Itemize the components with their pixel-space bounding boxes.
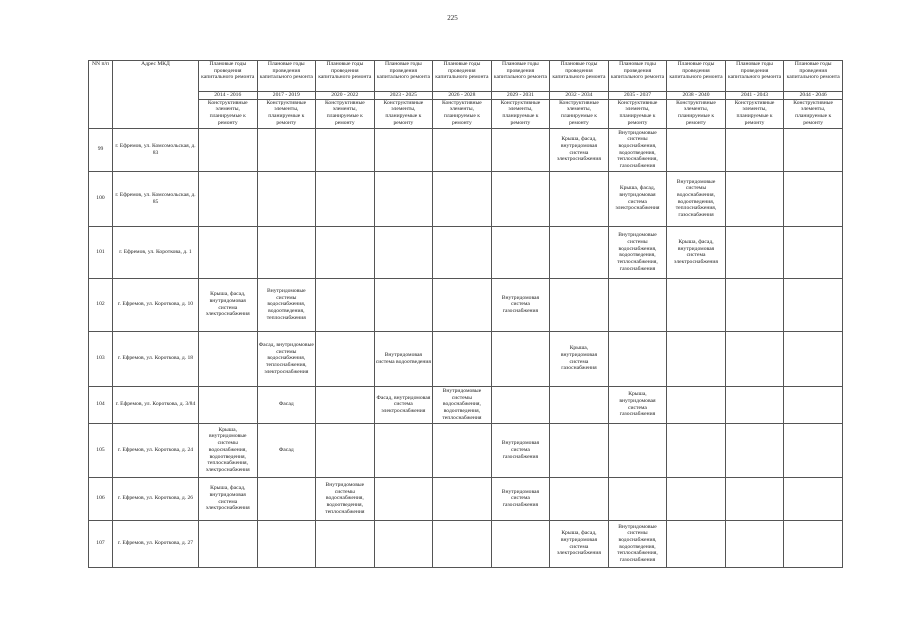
table-row — [89, 386, 843, 423]
page-number: 225 — [447, 14, 458, 22]
row-elements-cell — [667, 423, 726, 477]
row-elements-cell — [199, 520, 258, 567]
row-elements-cell — [725, 386, 784, 423]
row-elements-cell — [667, 386, 726, 423]
row-elements-cell: Фасад, внутридомовая система электроснабжения — [374, 386, 433, 423]
header-plan-label: Плановые годы проведения капитального ремонта — [257, 61, 316, 92]
row-number: 104 — [89, 386, 113, 423]
row-elements-cell — [257, 226, 316, 278]
header-period: 2017 - 2019 — [257, 92, 316, 100]
row-elements-cell: Внутридомовые системы водоснабжения, водоотведения, теплоснабжения, газоснабжения — [608, 128, 667, 171]
header-address: Адрес МКД — [113, 61, 199, 129]
row-elements-cell — [550, 278, 609, 331]
header-elements-label: Конструктивные элементы, планируемые к ремонту — [433, 99, 492, 128]
row-elements-cell — [257, 171, 316, 226]
row-elements-cell — [550, 386, 609, 423]
header-elements-label: Конструктивные элементы, планируемые к ремонту — [667, 99, 726, 128]
table-row — [89, 171, 843, 226]
row-elements-cell — [316, 423, 375, 477]
row-address: г. Ефремов, ул. Короткова, д. 3/84 — [113, 386, 199, 423]
row-elements-cell — [725, 520, 784, 567]
row-elements-cell — [784, 520, 843, 567]
row-elements-cell: Крыша, внутридомовые системы водоснабжения, водоотведения, теплоснабжения, электроснабжения — [199, 423, 258, 477]
row-elements-cell: Крыша, фасад, внутридомовая система электроснабжения — [608, 171, 667, 226]
row-elements-cell — [374, 423, 433, 477]
row-elements-cell — [374, 278, 433, 331]
row-elements-cell — [374, 477, 433, 520]
row-elements-cell — [433, 520, 492, 567]
row-elements-cell — [257, 128, 316, 171]
row-elements-cell — [784, 278, 843, 331]
row-number: 100 — [89, 171, 113, 226]
row-elements-cell: Крыша, фасад, внутридомовая система электроснабжения — [550, 128, 609, 171]
row-elements-cell: Внутридомовые системы водоснабжения, водоотведения, теплоснабжения, газоснабжения — [608, 226, 667, 278]
row-elements-cell — [608, 477, 667, 520]
row-elements-cell: Крыша, внутридомовая система газоснабжения — [550, 331, 609, 386]
header-period: 2044 - 2046 — [784, 92, 843, 100]
row-elements-cell — [374, 171, 433, 226]
row-elements-cell — [725, 477, 784, 520]
row-elements-cell — [667, 128, 726, 171]
header-plan-label: Плановые годы проведения капитального ремонта — [725, 61, 784, 92]
header-plan-label: Плановые годы проведения капитального ремонта — [550, 61, 609, 92]
table-row — [89, 423, 843, 477]
row-elements-cell — [550, 477, 609, 520]
header-elements-label: Конструктивные элементы, планируемые к ремонту — [784, 99, 843, 128]
row-address: г. Ефремов, ул. Короткова, д. 18 — [113, 331, 199, 386]
row-elements-cell — [199, 331, 258, 386]
header-row-elements — [89, 99, 843, 128]
table-row — [89, 278, 843, 331]
header-period: 2041 - 2043 — [725, 92, 784, 100]
row-elements-cell — [725, 128, 784, 171]
header-elements-label: Конструктивные элементы, планируемые к ремонту — [374, 99, 433, 128]
row-elements-cell — [784, 226, 843, 278]
row-elements-cell — [725, 171, 784, 226]
row-elements-cell — [433, 477, 492, 520]
row-elements-cell — [374, 520, 433, 567]
row-elements-cell — [667, 477, 726, 520]
row-elements-cell — [257, 520, 316, 567]
row-elements-cell — [433, 423, 492, 477]
row-elements-cell — [374, 128, 433, 171]
header-period: 2032 - 2034 — [550, 92, 609, 100]
header-elements-label: Конструктивные элементы, планируемые к ремонту — [316, 99, 375, 128]
row-elements-cell: Внутридомовая система водоотведения — [374, 331, 433, 386]
table-row — [89, 477, 843, 520]
row-number: 106 — [89, 477, 113, 520]
row-address: г. Ефремов, ул. Комсомольская, д. 85 — [113, 171, 199, 226]
row-elements-cell — [784, 128, 843, 171]
row-elements-cell — [725, 226, 784, 278]
row-elements-cell: Крыша, внутридомовая система газоснабжения — [608, 386, 667, 423]
header-elements-label: Конструктивные элементы, планируемые к ремонту — [199, 99, 258, 128]
row-elements-cell — [433, 171, 492, 226]
row-elements-cell: Внутридомовые системы водоснабжения, водоотведения, теплоснабжения — [316, 477, 375, 520]
header-elements-label: Конструктивные элементы, планируемые к ремонту — [725, 99, 784, 128]
row-elements-cell — [199, 171, 258, 226]
row-elements-cell — [491, 331, 550, 386]
row-elements-cell — [433, 128, 492, 171]
row-elements-cell: Внутридомовые системы водоснабжения, водоотведения, теплоснабжения — [257, 278, 316, 331]
table-row — [89, 226, 843, 278]
row-elements-cell — [433, 278, 492, 331]
row-elements-cell — [316, 128, 375, 171]
row-number: 103 — [89, 331, 113, 386]
row-elements-cell — [784, 171, 843, 226]
header-period: 2014 - 2016 — [199, 92, 258, 100]
row-number: 105 — [89, 423, 113, 477]
row-elements-cell: Внутридомовая система газоснабжения — [491, 278, 550, 331]
row-elements-cell — [725, 331, 784, 386]
row-elements-cell — [784, 331, 843, 386]
row-elements-cell — [491, 128, 550, 171]
row-elements-cell — [491, 520, 550, 567]
header-plan-label: Плановые годы проведения капитального ремонта — [374, 61, 433, 92]
row-address: г. Ефремов, ул. Короткова, д. 1 — [113, 226, 199, 278]
row-elements-cell — [374, 226, 433, 278]
table-body — [89, 128, 843, 567]
row-elements-cell — [199, 226, 258, 278]
header-period: 2038 - 2040 — [667, 92, 726, 100]
row-elements-cell: Внутридомовая система газоснабжения — [491, 423, 550, 477]
row-elements-cell — [199, 386, 258, 423]
row-elements-cell — [199, 128, 258, 171]
header-period: 2029 - 2031 — [491, 92, 550, 100]
table-row — [89, 520, 843, 567]
row-elements-cell — [433, 226, 492, 278]
table-row — [89, 331, 843, 386]
header-elements-label: Конструктивные элементы, планируемые к ремонту — [608, 99, 667, 128]
row-elements-cell: Крыша, фасад, внутридомовая система электроснабжения — [199, 477, 258, 520]
row-elements-cell — [608, 278, 667, 331]
repair-schedule-table — [88, 60, 843, 568]
row-elements-cell — [608, 423, 667, 477]
row-elements-cell: Внутридомовые системы водоснабжения, водоотведения, теплоснабжения, газоснабжения — [608, 520, 667, 567]
header-num: NN п/п — [89, 61, 113, 129]
row-elements-cell: Фасад — [257, 386, 316, 423]
row-elements-cell — [491, 386, 550, 423]
table-row — [89, 128, 843, 171]
row-address: г. Ефремов, ул. Короткова, д. 24 — [113, 423, 199, 477]
row-elements-cell: Фасад — [257, 423, 316, 477]
row-elements-cell — [550, 226, 609, 278]
row-elements-cell — [550, 171, 609, 226]
row-elements-cell — [667, 278, 726, 331]
header-plan-label: Плановые годы проведения капитального ремонта — [199, 61, 258, 92]
row-elements-cell — [784, 477, 843, 520]
header-period: 2026 - 2028 — [433, 92, 492, 100]
row-elements-cell — [667, 331, 726, 386]
row-number: 99 — [89, 128, 113, 171]
row-elements-cell: Внутридомовая система газоснабжения — [491, 477, 550, 520]
row-address: г. Ефремов, ул. Комсомольская, д. 83 — [113, 128, 199, 171]
row-address: г. Ефремов, ул. Короткова, д. 26 — [113, 477, 199, 520]
row-elements-cell — [257, 477, 316, 520]
row-number: 107 — [89, 520, 113, 567]
row-elements-cell: Внутридомовые системы водоснабжения, водоотведения, теплоснабжения — [433, 386, 492, 423]
row-elements-cell — [316, 520, 375, 567]
row-elements-cell — [316, 171, 375, 226]
header-plan-label: Плановые годы проведения капитального ремонта — [784, 61, 843, 92]
header-elements-label: Конструктивные элементы, планируемые к ремонту — [257, 99, 316, 128]
row-elements-cell — [608, 331, 667, 386]
row-number: 101 — [89, 226, 113, 278]
header-elements-label: Конструктивные элементы, планируемые к ремонту — [491, 99, 550, 128]
row-elements-cell — [784, 423, 843, 477]
row-elements-cell — [316, 226, 375, 278]
row-elements-cell: Фасад, внутридомовые системы водоснабжения, теплоснабжения, электроснабжения — [257, 331, 316, 386]
row-address: г. Ефремов, ул. Короткова, д. 27 — [113, 520, 199, 567]
row-elements-cell — [316, 331, 375, 386]
header-plan-label: Плановые годы проведения капитального ремонта — [667, 61, 726, 92]
row-elements-cell — [784, 386, 843, 423]
row-elements-cell — [550, 423, 609, 477]
row-elements-cell: Крыша, фасад, внутридомовая система электроснабжения — [667, 226, 726, 278]
header-row-periods — [89, 92, 843, 100]
row-elements-cell — [316, 386, 375, 423]
header-period: 2023 - 2025 — [374, 92, 433, 100]
row-elements-cell — [491, 171, 550, 226]
row-elements-cell: Крыша, фасад, внутридомовая система электроснабжения — [550, 520, 609, 567]
row-elements-cell — [433, 331, 492, 386]
header-plan-label: Плановые годы проведения капитального ремонта — [491, 61, 550, 92]
row-elements-cell — [491, 226, 550, 278]
header-row-plan — [89, 61, 843, 92]
row-elements-cell — [316, 278, 375, 331]
row-address: г. Ефремов, ул. Короткова, д. 10 — [113, 278, 199, 331]
header-plan-label: Плановые годы проведения капитального ремонта — [316, 61, 375, 92]
row-number: 102 — [89, 278, 113, 331]
header-plan-label: Плановые годы проведения капитального ремонта — [433, 61, 492, 92]
row-elements-cell — [725, 278, 784, 331]
header-plan-label: Плановые годы проведения капитального ремонта — [608, 61, 667, 92]
header-period: 2020 - 2022 — [316, 92, 375, 100]
row-elements-cell — [667, 520, 726, 567]
row-elements-cell — [725, 423, 784, 477]
header-period: 2035 - 2037 — [608, 92, 667, 100]
row-elements-cell: Внутридомовые системы водоснабжения, водоотведения, теплоснабжения, газоснабжения — [667, 171, 726, 226]
row-elements-cell: Крыша, фасад, внутридомовая система электроснабжения — [199, 278, 258, 331]
header-elements-label: Конструктивные элементы, планируемые к ремонту — [550, 99, 609, 128]
